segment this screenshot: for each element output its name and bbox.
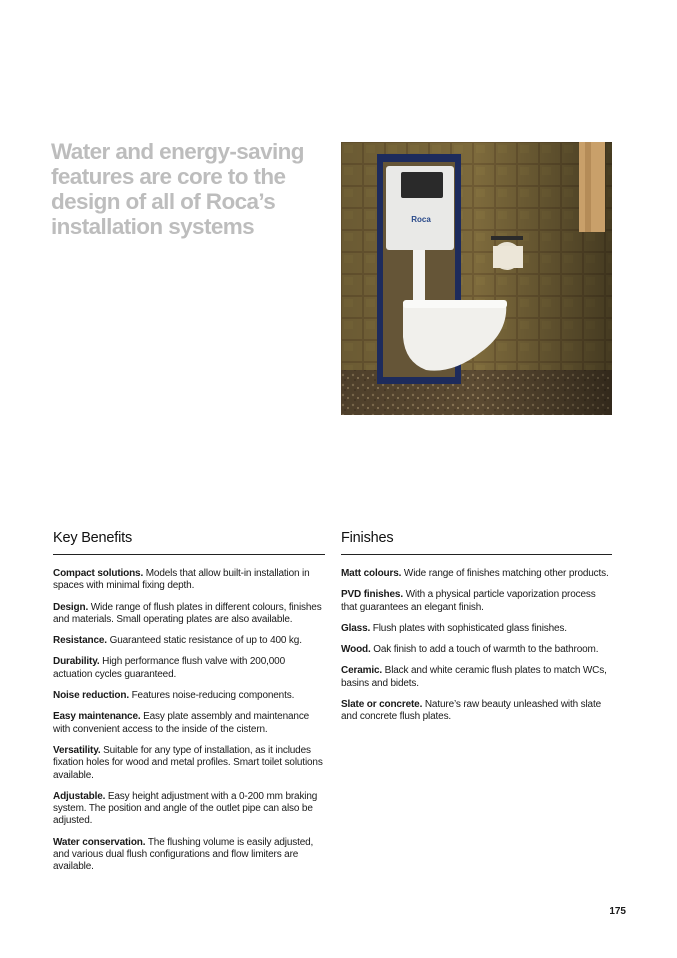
- list-item: Compact solutions. Models that allow built-in installation in spaces with minimal fixing depth.: [53, 568, 310, 592]
- list-item: Adjustable. Easy height adjustment with a 0-200 mm braking system. The position and angle of the outlet pipe can also be adjusted.: [53, 790, 318, 827]
- list-item: Easy maintenance. Easy plate assembly and maintenance with convenient access to the inside of the cistern.: [53, 711, 310, 735]
- finishes-section: [341, 530, 612, 733]
- list-item: Versatility. Suitable for any type of installation, as it includes fixation holes for wood and metal profiles. Smart toilet solutions available.: [53, 744, 323, 781]
- page-headline: Water and energy-saving features are core to the design of all of Roca’s installation systems: [51, 139, 304, 239]
- list-item: PVD finishes. With a physical particle vaporization process that guarantees an elegant finish.: [341, 589, 596, 613]
- list-item: Resistance. Guaranteed static resistance of up to 400 kg.: [53, 635, 302, 647]
- finishes-list: [341, 568, 612, 724]
- list-item: Matt colours. Wide range of finishes matching other products.: [341, 568, 609, 579]
- list-item: Water conservation. The flushing volume is easily adjusted, and various dual flush configurations and flow limiters are available.: [53, 836, 314, 873]
- flush-plate: [401, 172, 443, 198]
- brand-label: Roca: [411, 215, 431, 224]
- product-photo: [341, 142, 612, 415]
- paper-holder: [491, 236, 523, 240]
- key-benefits-list: [53, 568, 325, 874]
- towel: [579, 142, 605, 232]
- list-item: Slate or concrete. Nature’s raw beauty unleashed with slate and concrete flush plates.: [341, 699, 602, 723]
- list-item: Noise reduction. Features noise-reducing components.: [53, 690, 295, 702]
- list-item: Design. Wide range of flush plates in different colours, finishes and materials. Small operating plates are also available.: [53, 601, 322, 625]
- key-benefits-section: [53, 530, 325, 883]
- key-benefits-title: Key Benefits: [53, 530, 325, 555]
- list-item: Wood. Oak finish to add a touch of warmth to the bathroom.: [341, 644, 599, 656]
- list-item: Ceramic. Black and white ceramic flush plates to match WCs, basins and bidets.: [341, 665, 607, 689]
- list-item: Glass. Flush plates with sophisticated glass finishes.: [341, 622, 567, 634]
- list-item: Durability. High performance flush valve with 200,000 actuation cycles guaranteed.: [53, 656, 285, 680]
- finishes-title: Finishes: [341, 530, 612, 555]
- page-number: 175: [609, 906, 626, 917]
